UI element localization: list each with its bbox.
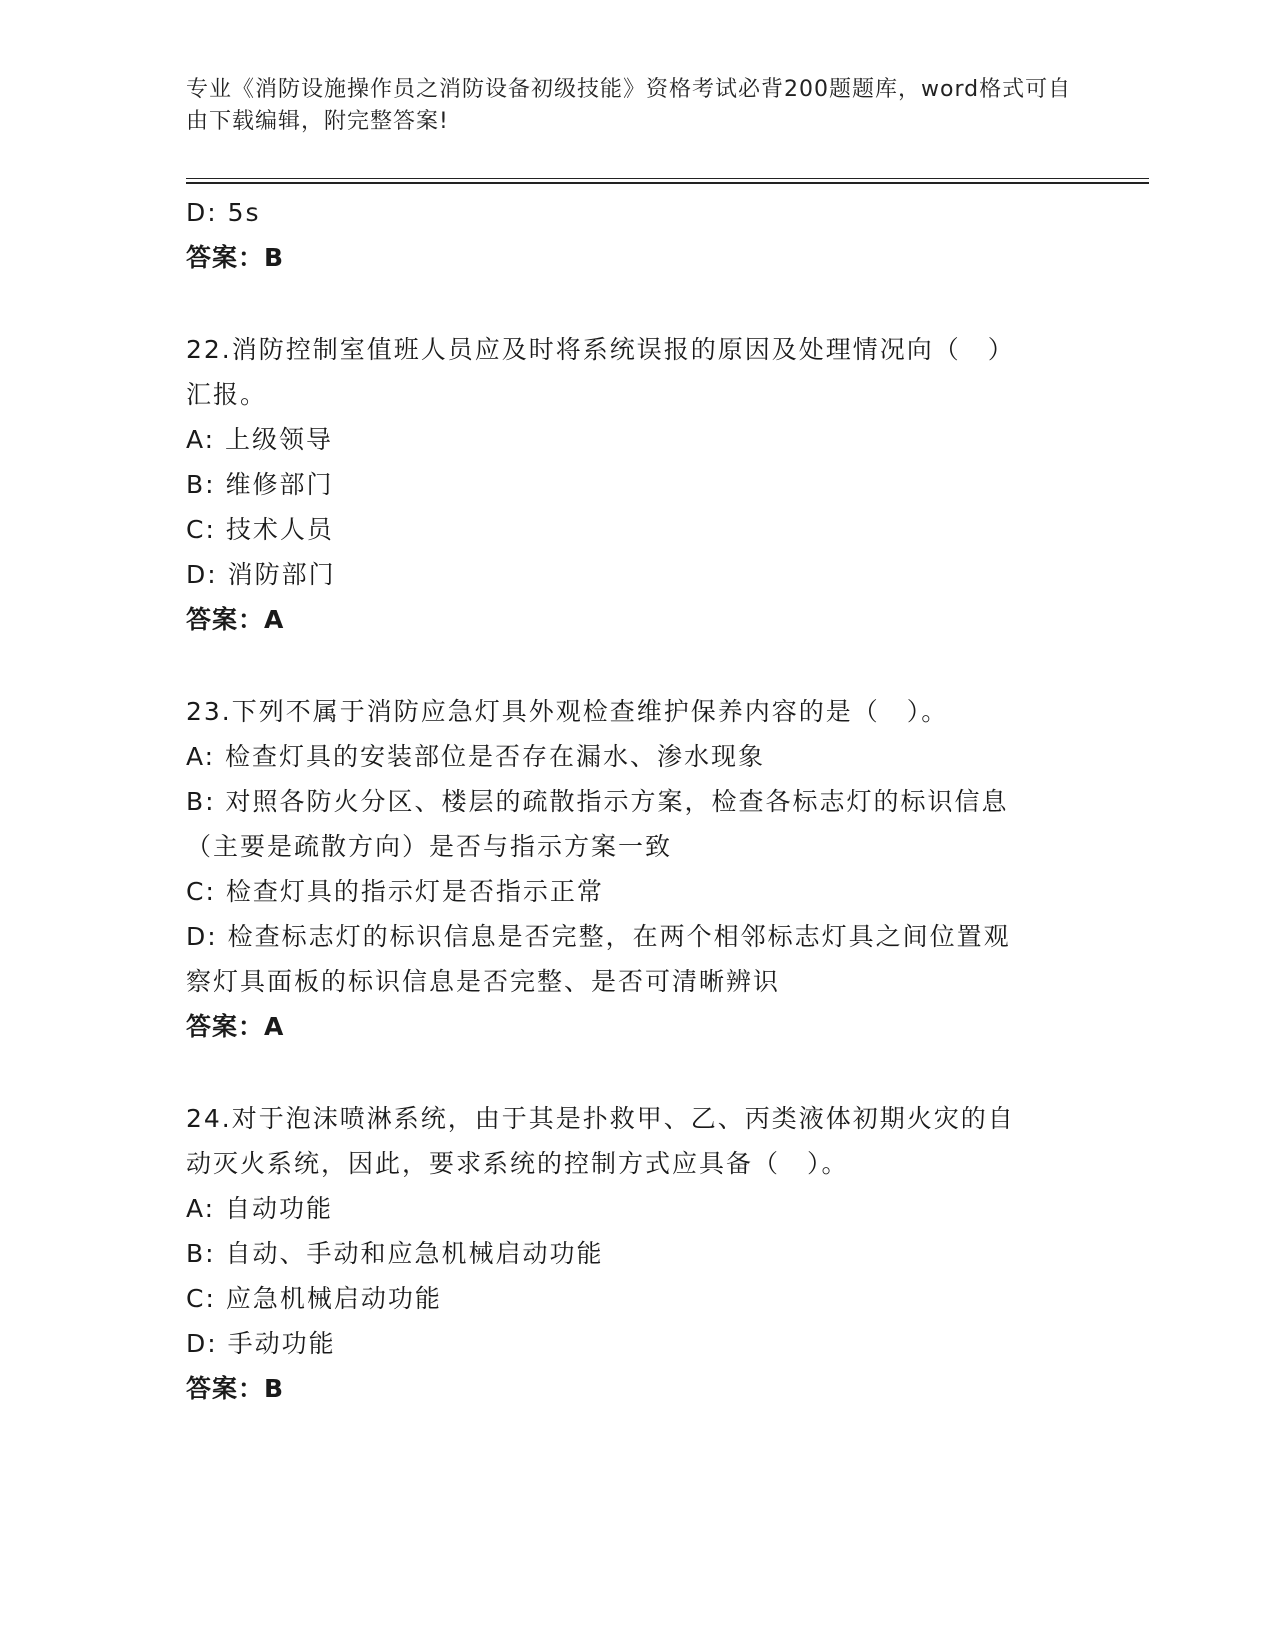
option-d-cont: 察灯具面板的标识信息是否完整、是否可清晰辨识 xyxy=(186,967,781,996)
option-d: D: 检查标志灯的标识信息是否完整，在两个相邻标志灯具之间位置观 xyxy=(186,922,1011,951)
answer: 答案：B xyxy=(186,243,285,272)
answer: 答案：A xyxy=(186,1012,285,1041)
page-header: 专业《消防设施操作员之消防设备初级技能》资格考试必背200题题库，word格式可自由下载编辑，附完整答案! xyxy=(186,77,1072,134)
question-21-tail xyxy=(186,190,1066,280)
option-b: B: 自动、手动和应急机械启动功能 xyxy=(186,1239,604,1268)
header-divider-thick xyxy=(186,182,1149,184)
spacer xyxy=(186,280,1086,327)
document-body xyxy=(186,190,1086,1411)
option-d: D: 手动功能 xyxy=(186,1329,336,1358)
header-divider xyxy=(186,178,1149,179)
option-b-cont: （主要是疏散方向）是否与指示方案一致 xyxy=(186,832,673,861)
spacer xyxy=(186,642,1086,689)
option-a: A: 自动功能 xyxy=(186,1194,334,1223)
option-d: D: 消防部门 xyxy=(186,560,336,589)
option-b: B: 对照各防火分区、楼层的疏散指示方案，检查各标志灯的标识信息 xyxy=(186,787,1009,816)
option-c: C: 检查灯具的指示灯是否指示正常 xyxy=(186,877,604,906)
question-stem: 23.下列不属于消防应急灯具外观检查维护保养内容的是（ ）。 xyxy=(186,697,949,726)
question-23 xyxy=(186,689,1066,1049)
option-a: A: 上级领导 xyxy=(186,425,334,454)
answer: 答案：A xyxy=(186,605,285,634)
option-b: B: 维修部门 xyxy=(186,470,334,499)
question-stem-cont: 汇报。 xyxy=(186,380,268,409)
option-d: D: 5s xyxy=(186,198,261,227)
question-stem: 24.对于泡沫喷淋系统，由于其是扑救甲、乙、丙类液体初期火灾的自 xyxy=(186,1104,1015,1133)
answer: 答案：B xyxy=(186,1374,285,1403)
option-a: A: 检查灯具的安装部位是否存在漏水、渗水现象 xyxy=(186,742,766,771)
option-c: C: 技术人员 xyxy=(186,515,334,544)
spacer xyxy=(186,1049,1086,1096)
question-24 xyxy=(186,1096,1066,1411)
question-stem-cont: 动灭火系统，因此，要求系统的控制方式应具备（ ）。 xyxy=(186,1149,849,1178)
question-22 xyxy=(186,327,1066,642)
option-c: C: 应急机械启动功能 xyxy=(186,1284,442,1313)
question-stem: 22.消防控制室值班人员应及时将系统误报的原因及处理情况向（ ） xyxy=(186,335,1015,364)
